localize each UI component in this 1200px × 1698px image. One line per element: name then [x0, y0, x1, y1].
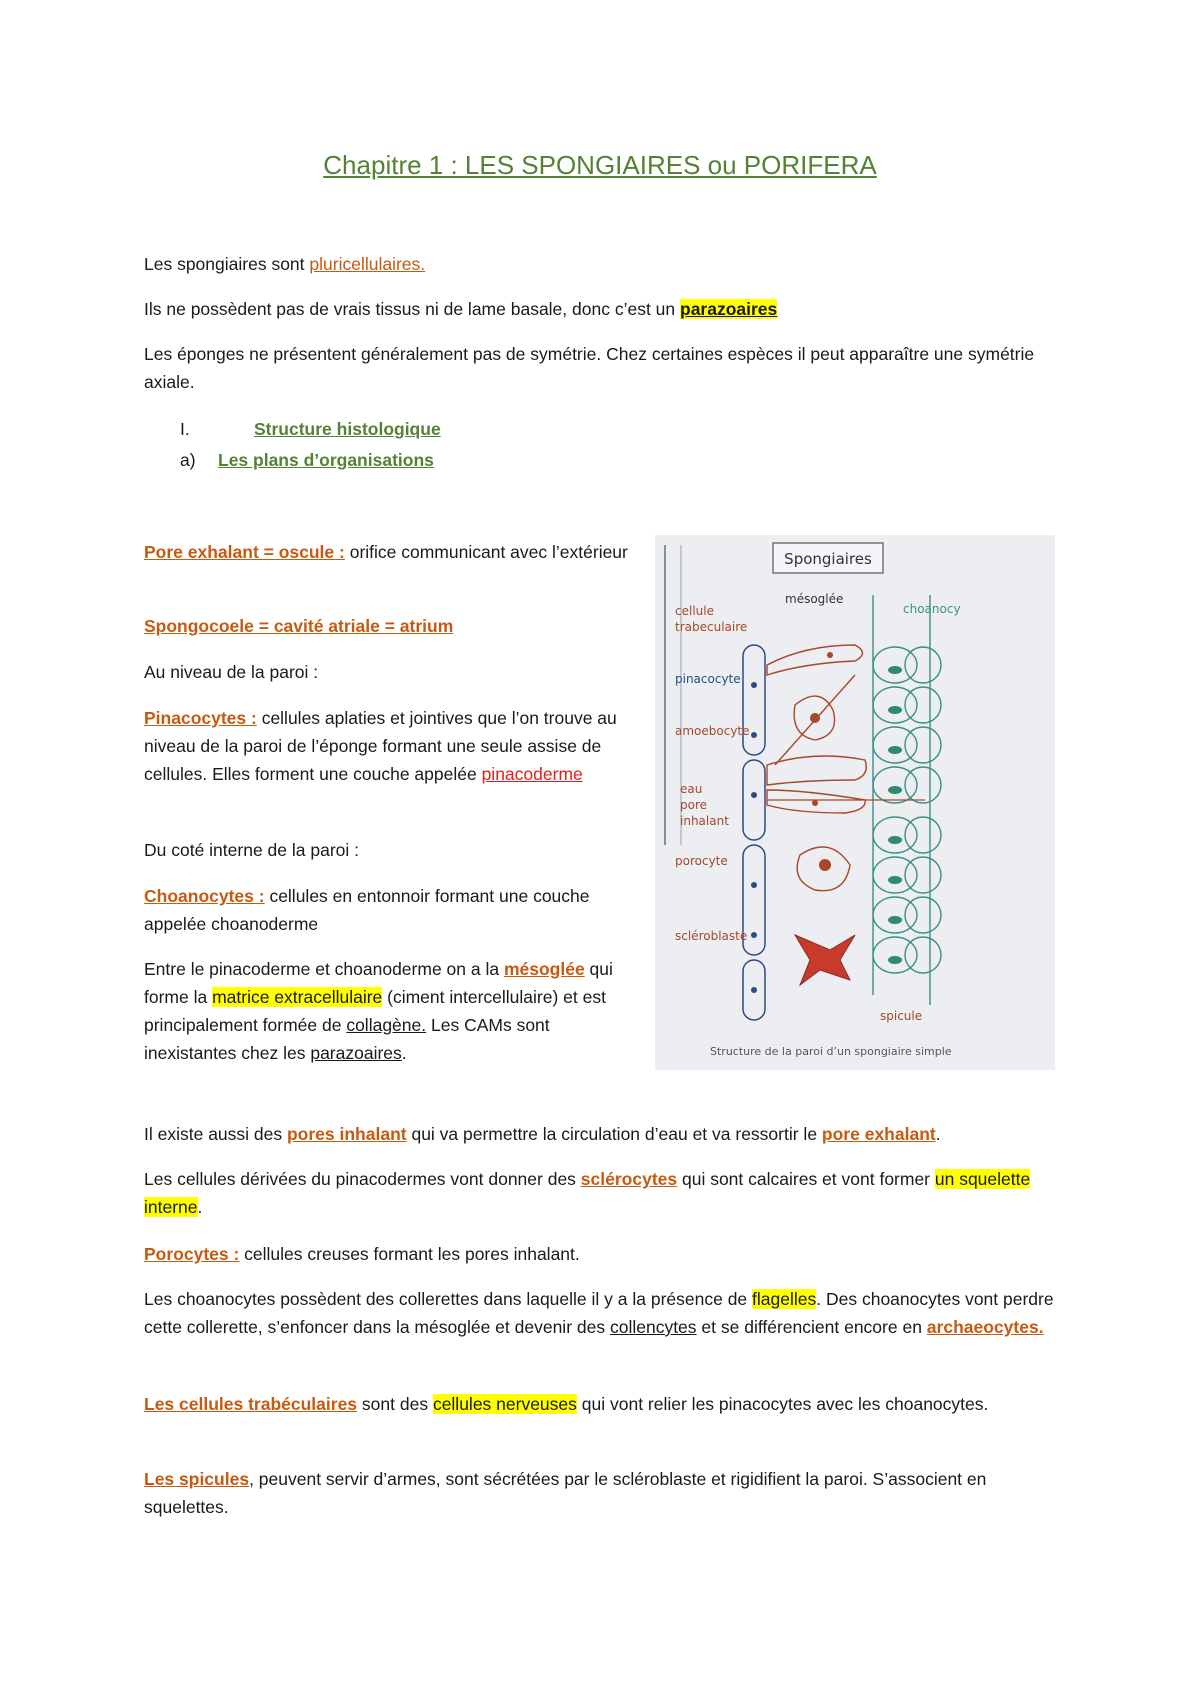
diagram-label-spicule: spicule — [880, 1009, 923, 1023]
term-collagene: collagène. — [346, 1015, 427, 1035]
diagram-label-mesoglee: mésoglée — [785, 592, 844, 606]
term-choanocytes: Choanocytes : — [144, 886, 265, 906]
diagram-label-eau: eau — [680, 782, 703, 796]
heading-2-number: a) — [180, 450, 196, 470]
diagram-label-porocyte: porocyte — [675, 854, 728, 868]
paragraph-spicules: Les spicules, peuvent servir d’armes, sont sécrétées par le scléroblaste et rigidifient la paroi. S’associent en squelettes. — [144, 1469, 987, 1517]
term-collencytes: collencytes — [609, 1317, 697, 1337]
term-squelette: un squelette interne — [144, 1169, 1031, 1217]
diagram-caption: Structure de la paroi d’un spongiaire simple — [710, 1045, 952, 1058]
diagram-label-choanocyte: choanocy — [903, 602, 961, 616]
term-pores-inhalant: pores inhalant — [286, 1124, 407, 1144]
paragraph-pores-inhalant: Il existe aussi des pores inhalant qui va permettre la circulation d’eau et va ressortir le pore exhalant. — [144, 1124, 941, 1144]
term-spongocoele: Spongocoele = cavité atriale = atrium — [144, 616, 454, 636]
term-sclerocytes: sclérocytes — [580, 1169, 678, 1189]
term-archaeocytes: archaeocytes. — [926, 1317, 1044, 1337]
term-pinacoderme: pinacoderme — [481, 764, 583, 784]
term-pluricellulaires: pluricellulaires. — [309, 254, 426, 274]
term-pinacocytes: Pinacocytes : — [144, 708, 257, 728]
paragraph-interne: Du coté interne de la paroi : — [144, 840, 359, 860]
paragraph-pinacocytes: Pinacocytes : cellules aplaties et jointives que l’on trouve au niveau de la paroi de l’éponge formant une seule assise de cellules. Elles forment une couche appelée pinacoderme — [144, 708, 617, 784]
diagram-label-pinacocyte: pinacocyte — [675, 672, 741, 686]
intro-paragraph-2: Ils ne possèdent pas de vrais tissus ni de lame basale, donc c’est un parazoaires — [144, 299, 778, 319]
term-parazoaires-2: parazoaires — [310, 1043, 402, 1063]
paragraph-pore-exhalant: Pore exhalant = oscule : orifice communicant avec l’extérieur — [144, 542, 628, 562]
diagram-label-trabeculaire: trabeculaire — [675, 620, 748, 634]
paragraph-paroi: Au niveau de la paroi : — [144, 662, 319, 682]
diagram-label-inhalant: inhalant — [680, 814, 729, 828]
heading-structure-histologique: Structure histologique — [254, 419, 441, 439]
paragraph-trabeculaires: Les cellules trabéculaires sont des cellules nerveuses qui vont relier les pinacocytes avec les choanocytes. — [144, 1394, 989, 1414]
term-mesoglee: mésoglée — [503, 959, 585, 979]
paragraph-choanocytes: Choanocytes : cellules en entonnoir formant une couche appelée choanoderme — [144, 886, 590, 934]
term-cellules-nerveuses: cellules nerveuses — [432, 1394, 577, 1414]
term-matrice: matrice extracellulaire — [212, 987, 383, 1007]
heading-1-number: I. — [180, 419, 190, 439]
heading-plans-organisations: Les plans d’organisations — [218, 450, 434, 470]
page-title: Chapitre 1 : LES SPONGIAIRES ou PORIFERA — [323, 150, 877, 180]
diagram-box-label: Spongiaires — [784, 550, 872, 568]
diagram-label-pore: pore — [680, 798, 708, 812]
paragraph-mesoglee: Entre le pinacoderme et choanoderme on a la mésoglée qui forme la matrice extracellulaire (ciment intercellulaire) et est principalement formée de collagène. Les CAMs sont inexistantes chez les parazoaires. — [144, 959, 613, 1063]
diagram-label-scleroblaste: scléroblaste — [675, 929, 748, 943]
term-pore-exhalant-2: pore exhalant — [821, 1124, 936, 1144]
diagram-label-cellule: cellule — [675, 604, 714, 618]
term-flagelles: flagelles — [752, 1289, 817, 1309]
sponge-diagram — [655, 535, 1055, 1070]
intro-paragraph-1: Les spongiaires sont pluricellulaires. — [144, 254, 426, 274]
term-pore-exhalant: Pore exhalant = oscule : — [144, 542, 345, 562]
paragraph-choanocytes-flagelles: Les choanocytes possèdent des collerettes dans laquelle il y a la présence de flagelles. Des choanocytes vont perdre cette collerette, s’enfoncer dans la mésoglée et devenir des collencytes et se différencient encore en archaeocytes. — [144, 1289, 1054, 1337]
term-porocytes: Porocytes : — [144, 1244, 240, 1264]
intro-paragraph-3: Les éponges ne présentent généralement pas de symétrie. Chez certaines espèces il peut apparaître une symétrie axiale. — [144, 344, 1035, 392]
paragraph-spongocoele — [144, 612, 634, 640]
paragraph-porocytes: Porocytes : cellules creuses formant les pores inhalant. — [144, 1244, 580, 1264]
paragraph-sclerocytes: Les cellules dérivées du pinacodermes vont donner des sclérocytes qui sont calcaires et vont former un squelette interne. — [144, 1169, 1031, 1217]
diagram-label-amoebocyte: amoebocyte — [675, 724, 750, 738]
term-parazoaires: parazoaires — [680, 299, 778, 319]
term-spicules: Les spicules — [144, 1469, 250, 1489]
term-cellules-trabeculaires: Les cellules trabéculaires — [144, 1394, 358, 1414]
